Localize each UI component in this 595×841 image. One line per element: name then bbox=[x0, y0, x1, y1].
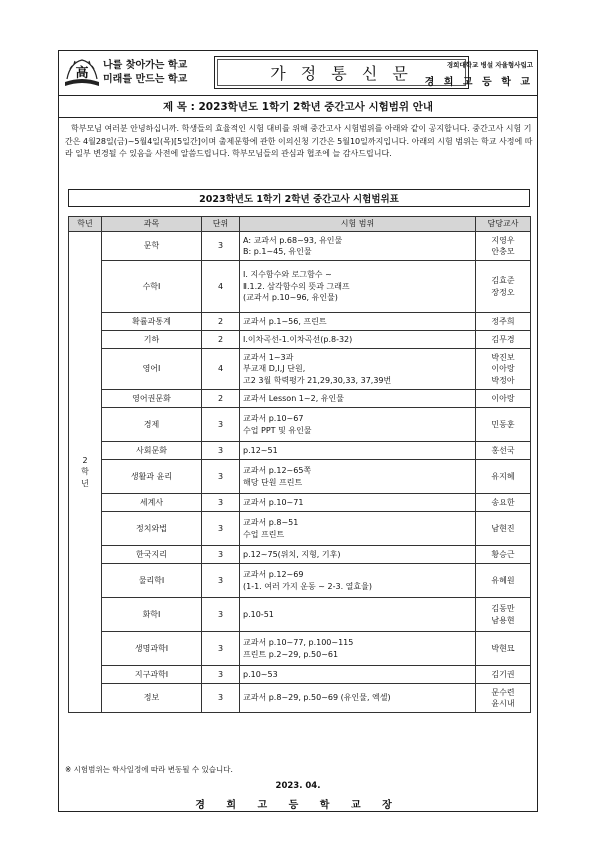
intro-paragraph: 학부모님 여러분 안녕하십니까. 학생들의 효율적인 시험 대비를 위해 중간고사 시험범위를 아래와 같이 공지합니다. 중간고사 시험 기간은 4월28일(금)~5월4일(목)[5일간]이며 출제문항에 관한 이의신청 기간은 5월10일까지입니다. 아래의 시험 범위는 학교 사정에 따라 일부 변경될 수 있음을 사전에 알씀드립니다. 학부모님들의 관심과 협조에 늘 감사드립니다. bbox=[65, 124, 533, 158]
unit-cell: 3 bbox=[202, 494, 240, 512]
subject-cell: 화학Ⅰ bbox=[102, 598, 202, 632]
grade-cell: 2 학 년 bbox=[69, 232, 102, 713]
scope-cell: 교과서 p.12~65쪽 해당 단원 프린트 bbox=[240, 460, 476, 494]
subject-cell: 생활과 윤리 bbox=[102, 460, 202, 494]
unit-cell: 4 bbox=[202, 261, 240, 313]
scope-cell: 교과서 p.10~67 수업 PPT 및 유인물 bbox=[240, 408, 476, 442]
teacher-cell: 지영우 안충모 bbox=[476, 232, 531, 261]
subject-cell: 영어권문화 bbox=[102, 390, 202, 408]
unit-cell: 3 bbox=[202, 666, 240, 684]
subject-cell: 경제 bbox=[102, 408, 202, 442]
header-unit: 단위 bbox=[202, 217, 240, 232]
unit-cell: 3 bbox=[202, 684, 240, 713]
unit-cell: 4 bbox=[202, 349, 240, 390]
exam-scope-table bbox=[68, 216, 531, 713]
teacher-cell: 김기권 bbox=[476, 666, 531, 684]
slogan-line-2: 미래를 만드는 학교 bbox=[103, 74, 188, 85]
header-grade: 학년 bbox=[69, 217, 102, 232]
table-row bbox=[69, 546, 531, 564]
table-header-row bbox=[69, 217, 531, 232]
header bbox=[59, 51, 537, 96]
table-row bbox=[69, 331, 531, 349]
teacher-cell: 유지혜 bbox=[476, 460, 531, 494]
header-subject: 과목 bbox=[102, 217, 202, 232]
slogan-line-1: 나를 찾아가는 학교 bbox=[103, 60, 188, 71]
header-scope: 시험 범위 bbox=[240, 217, 476, 232]
footnote: ※ 시험범위는 학사일정에 따라 변동될 수 있습니다. bbox=[65, 765, 233, 774]
teacher-cell: 송요한 bbox=[476, 494, 531, 512]
subject-cell: 영어Ⅰ bbox=[102, 349, 202, 390]
table-row bbox=[69, 442, 531, 460]
table-row bbox=[69, 598, 531, 632]
table-title: 2023학년도 1학기 2학년 중간고사 시험범위표 bbox=[68, 189, 530, 207]
teacher-cell: 남현진 bbox=[476, 512, 531, 546]
unit-cell: 3 bbox=[202, 512, 240, 546]
unit-cell: 3 bbox=[202, 598, 240, 632]
table-row bbox=[69, 261, 531, 313]
subject-cell: 사회문화 bbox=[102, 442, 202, 460]
scope-cell: 교과서 p.1~56, 프린트 bbox=[240, 313, 476, 331]
subject-cell: 수학Ⅰ bbox=[102, 261, 202, 313]
subject-cell: 생명과학Ⅰ bbox=[102, 632, 202, 666]
teacher-cell: 홍선국 bbox=[476, 442, 531, 460]
unit-cell: 3 bbox=[202, 564, 240, 598]
scope-cell: 교과서 p.8~51 수업 프린트 bbox=[240, 512, 476, 546]
newsletter-title: 가 정 통 신 문 bbox=[214, 56, 469, 89]
issue-date: 2023. 04. bbox=[275, 781, 321, 791]
scope-cell: Ⅰ.이차곡선-1.이차곡선(p.8-32) bbox=[240, 331, 476, 349]
teacher-cell: 김무경 bbox=[476, 331, 531, 349]
unit-cell: 3 bbox=[202, 460, 240, 494]
scope-cell: 교과서 p.10~71 bbox=[240, 494, 476, 512]
scope-cell: 교과서 p.8~29, p.50~69 (유인물, 엑셀) bbox=[240, 684, 476, 713]
table-row bbox=[69, 632, 531, 666]
scope-cell: 교과서 1~3과 부교재 D,I,J 단원, 고2 3월 학력평가 21,29,30,33, 37,39번 bbox=[240, 349, 476, 390]
subject-cell: 정치와법 bbox=[102, 512, 202, 546]
scope-cell: 교과서 p.12~69 (1-1. 여러 가지 운동 ~ 2-3. 열효율) bbox=[240, 564, 476, 598]
table-row bbox=[69, 390, 531, 408]
teacher-cell: 박진보 이아랑 박정아 bbox=[476, 349, 531, 390]
table-row bbox=[69, 684, 531, 713]
header-teacher: 담당교사 bbox=[476, 217, 531, 232]
teacher-cell: 정주희 bbox=[476, 313, 531, 331]
scope-cell: p.12~51 bbox=[240, 442, 476, 460]
scope-cell: 교과서 p.10~77, p.100~115 프린트 p.2~29, p.50~61 bbox=[240, 632, 476, 666]
table-row bbox=[69, 564, 531, 598]
subject-cell: 정보 bbox=[102, 684, 202, 713]
table-row bbox=[69, 666, 531, 684]
table-row bbox=[69, 460, 531, 494]
unit-cell: 3 bbox=[202, 232, 240, 261]
table-row bbox=[69, 512, 531, 546]
scope-cell: A: 교과서 p.68~93, 유인물 B: p.1~45, 유인물 bbox=[240, 232, 476, 261]
subject-cell: 물리학Ⅰ bbox=[102, 564, 202, 598]
teacher-cell: 김효준 장정오 bbox=[476, 261, 531, 313]
unit-cell: 2 bbox=[202, 331, 240, 349]
subject-line: 제 목 : 2023학년도 1학기 2학년 중간고사 시험범위 안내 bbox=[59, 95, 537, 118]
teacher-cell: 민동훈 bbox=[476, 408, 531, 442]
school-name: 경 희 고 등 학 교 bbox=[424, 77, 533, 88]
unit-cell: 3 bbox=[202, 408, 240, 442]
subject-cell: 확률과통계 bbox=[102, 313, 202, 331]
unit-cell: 2 bbox=[202, 390, 240, 408]
subject-cell: 기하 bbox=[102, 331, 202, 349]
logo-glyph: 高 bbox=[75, 66, 89, 81]
teacher-cell: 문수련 윤시내 bbox=[476, 684, 531, 713]
newsletter-page bbox=[58, 50, 538, 812]
scope-cell: p.12~75(위치, 지형, 기후) bbox=[240, 546, 476, 564]
subject-cell: 문학 bbox=[102, 232, 202, 261]
unit-cell: 3 bbox=[202, 442, 240, 460]
teacher-cell: 김동만 남용현 bbox=[476, 598, 531, 632]
table-row bbox=[69, 313, 531, 331]
table-row bbox=[69, 349, 531, 390]
school-logo-icon bbox=[64, 55, 100, 91]
unit-cell: 2 bbox=[202, 313, 240, 331]
teacher-cell: 이아랑 bbox=[476, 390, 531, 408]
slogan bbox=[103, 59, 187, 87]
table-row bbox=[69, 232, 531, 261]
scope-cell: p.10~53 bbox=[240, 666, 476, 684]
principal-signature: 경 희 고 등 학 교 장 bbox=[195, 800, 401, 811]
teacher-cell: 유혜원 bbox=[476, 564, 531, 598]
table-row bbox=[69, 494, 531, 512]
scope-cell: Ⅰ. 지수함수와 로그함수 ~ Ⅱ.1.2. 삼각함수의 뜻과 그래프 (교과서 p.10~96, 유인물) bbox=[240, 261, 476, 313]
unit-cell: 3 bbox=[202, 546, 240, 564]
unit-cell: 3 bbox=[202, 632, 240, 666]
teacher-cell: 황승근 bbox=[476, 546, 531, 564]
table-row bbox=[69, 408, 531, 442]
subject-cell: 세계사 bbox=[102, 494, 202, 512]
school-subtitle: 경희대학교 병설 자율형사립고 bbox=[446, 61, 533, 69]
scope-cell: 교과서 Lesson 1~2, 유인물 bbox=[240, 390, 476, 408]
subject-cell: 지구과학Ⅰ bbox=[102, 666, 202, 684]
teacher-cell: 박현묘 bbox=[476, 632, 531, 666]
subject-cell: 한국지리 bbox=[102, 546, 202, 564]
scope-cell: p.10-51 bbox=[240, 598, 476, 632]
